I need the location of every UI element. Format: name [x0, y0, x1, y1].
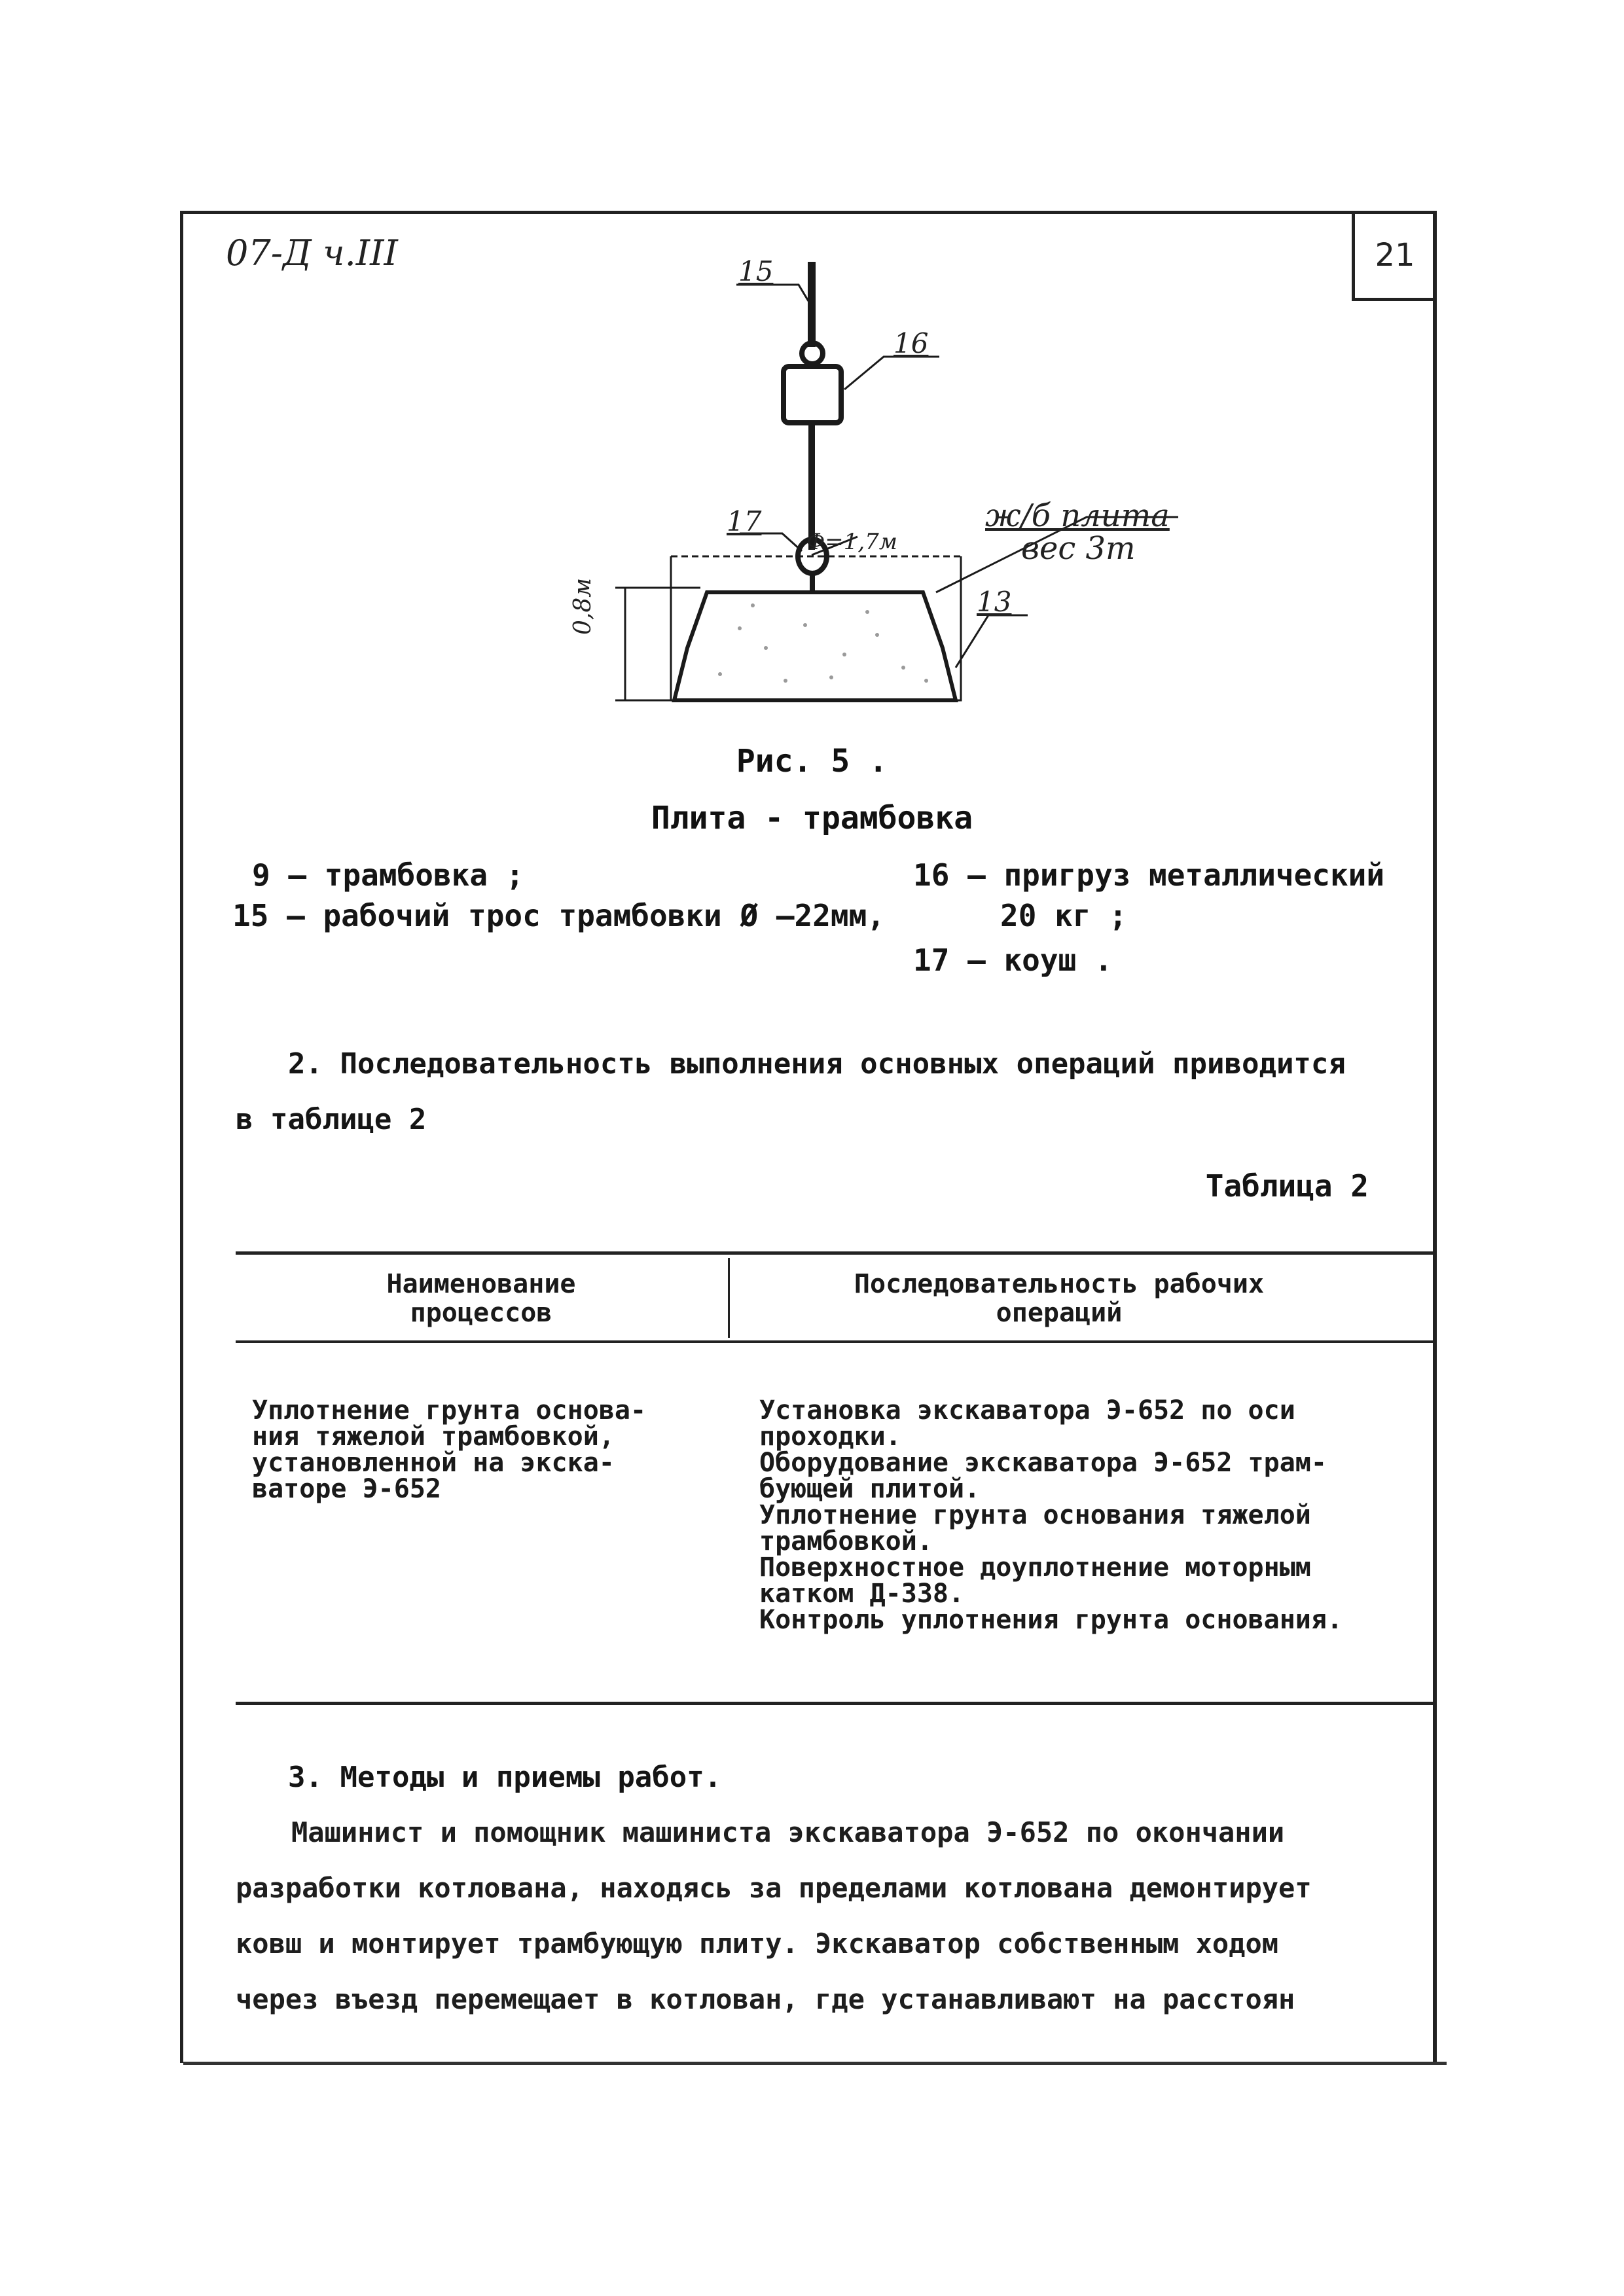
label-plate-weight: вес 3т	[1021, 530, 1136, 567]
table-top-rule	[236, 1251, 1437, 1255]
shackle-box	[784, 367, 841, 423]
label-diameter: Ф=1,7м	[806, 529, 897, 555]
table-cell-operations: Установка экскаватора Э-652 по оси проходки. Оборудование экскаватора Э-652 трам- бующей плитой. Уплотнение грунта основания тяжелой трамбовкой. Поверхностное доуплотнение моторным катком Д-338. Контроль уплотнения грунта основания.	[759, 1395, 1343, 1635]
column-header-operations: Последовательность рабочих операций	[854, 1269, 1265, 1328]
label-rope: 15	[738, 255, 774, 287]
table-bottom-rule	[236, 1702, 1437, 1705]
tamping-plate	[674, 592, 956, 700]
section-2-line-2: в таблице 2	[236, 1103, 427, 1136]
figure-title: Плита - трамбовка	[651, 800, 973, 836]
section-3-line-4: через въезд перемещает в котлован, где устанавливают на расстоян	[236, 1983, 1295, 2015]
table-cell-process: Уплотнение грунта основа- ния тяжелой трамбовкой, установленной на экска- ваторе Э-652	[252, 1395, 647, 1504]
label-height: 0,8м	[569, 577, 596, 635]
frame-bottom-line	[183, 2062, 1447, 2065]
label-pin: 17	[727, 505, 762, 537]
legend-item-16-weight: 20 кг ;	[1000, 898, 1127, 933]
section-3-heading: 3. Методы и приемы работ.	[288, 1761, 722, 1794]
section-3-line-2: разработки котлована, находясь за пределами котлована демонтирует	[236, 1872, 1312, 1904]
label-tamper: 13	[977, 586, 1012, 618]
legend-item-15: 15 – рабочий трос трамбовки Ø –22мм,	[232, 898, 885, 933]
label-shackle: 16	[893, 327, 929, 359]
table-header-rule	[236, 1340, 1437, 1343]
plate-outline	[671, 556, 961, 700]
figure-caption: Рис. 5 .	[736, 743, 888, 780]
section-3-line-1: Машинист и помощник машиниста экскаватора Э-652 по окончании	[291, 1816, 1285, 1848]
label-plate-name: ж/б плита	[985, 497, 1170, 534]
table-column-divider	[728, 1258, 730, 1338]
page-number: 21	[1352, 213, 1435, 301]
column-header-process: Наименование процессов	[386, 1269, 576, 1328]
section-2-line-1: 2. Последовательность выполнения основных операций приводится	[288, 1047, 1346, 1081]
legend-item-9: 9 – трамбовка ;	[252, 857, 524, 893]
section-3-line-3: ковш и монтирует трамбующую плиту. Экскаватор собственным ходом	[236, 1928, 1279, 1960]
legend-item-17: 17 – коуш .	[913, 942, 1113, 978]
legend-item-16: 16 – пригруз металлический	[913, 857, 1385, 893]
table-title: Таблица 2	[1205, 1168, 1369, 1204]
document-code: 07-Д ч.III	[226, 232, 398, 274]
